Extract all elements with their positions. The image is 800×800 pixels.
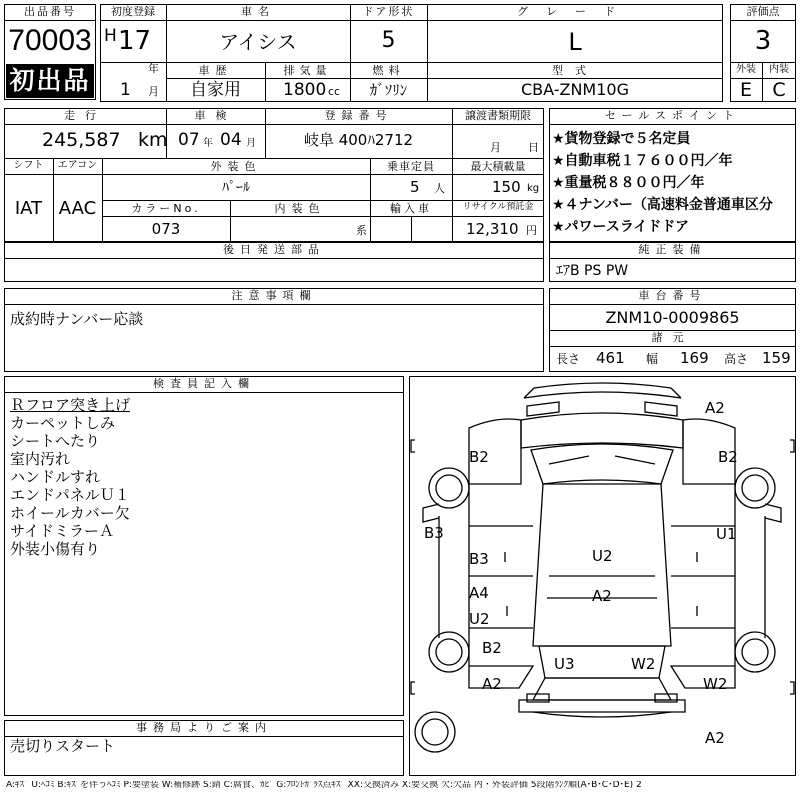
int-color-unit: 系	[356, 224, 367, 237]
lot-number: 70003	[8, 24, 92, 57]
mark-rear-left-wheel: B2	[482, 639, 502, 657]
first-reg-year: 17	[118, 26, 152, 56]
inspector-notes	[10, 396, 400, 558]
color-no: 073	[151, 220, 181, 238]
first-reg-month: 1	[120, 80, 131, 100]
height-value: 159	[762, 349, 791, 367]
ac-label: エアコン	[57, 160, 98, 171]
sales-point-item: ★重量税８８００円／年	[552, 175, 705, 191]
sales-point-item: ★４ナンバー（高速料金普通車区分	[552, 197, 773, 213]
inspector-line: ホイールカバー欠	[10, 504, 130, 522]
exterior-label: 外装	[736, 64, 756, 75]
door-type: 5	[381, 28, 396, 53]
chassis-value: ZNM10-0009865	[605, 308, 740, 327]
mileage: 245,587	[42, 129, 121, 151]
width-value: 169	[680, 349, 709, 367]
max-load: 150	[492, 178, 521, 196]
fuel-label: 燃料	[372, 64, 405, 77]
int-color-label: 内装色	[274, 202, 326, 215]
first-reg-year-unit: 年	[148, 62, 159, 75]
capacity: 5	[410, 178, 420, 196]
mark-left-front-door: B3	[469, 550, 489, 568]
plate: 岐阜 400ﾊ2712	[303, 131, 414, 149]
inspection-label: 車検	[194, 109, 237, 122]
color-no-label: カラーNo.	[131, 202, 201, 215]
history-label: 車歴	[198, 64, 233, 77]
recycle: 12,310	[466, 220, 519, 238]
interior-grade: C	[772, 79, 786, 101]
score-label: 評価点	[746, 5, 780, 18]
displacement: 1800	[283, 80, 327, 100]
inspector-line: シートへたり	[10, 432, 101, 450]
mark-right-front-door: U1	[716, 525, 737, 543]
first-reg-era: H	[104, 26, 117, 46]
mark-left-side: B3	[424, 524, 444, 542]
door-type-label: ドア形状	[362, 5, 415, 18]
chassis-label: 車台番号	[638, 289, 707, 302]
model-code: CBA-ZNM10G	[520, 80, 629, 99]
mileage-label: 走行	[64, 109, 106, 122]
later-parts-label: 後日発送部品	[223, 243, 325, 256]
mark-rear-right: W2	[631, 655, 656, 673]
office-label: 事務局よりご案内	[136, 721, 272, 734]
inspection-month: 04	[220, 130, 242, 150]
first-listing-text: 初出品	[9, 66, 91, 95]
mark-left-rear-door-u: U2	[469, 610, 490, 628]
inspector-line: ハンドルすれ	[10, 468, 101, 486]
inspector-line: エンドパネルＵ１	[10, 486, 130, 504]
ac: AAC	[58, 198, 97, 219]
displacement-label: 排気量	[283, 64, 332, 77]
inspector-line: サイドミラーＡ	[10, 522, 114, 540]
car-diagram	[409, 376, 796, 776]
first-reg-month-unit: 月	[148, 85, 159, 98]
mark-front-right-wheel: B2	[718, 448, 738, 466]
inspector-label: 検査員記入欄	[153, 377, 255, 390]
fuel: ｶﾞｿﾘﾝ	[369, 81, 408, 99]
score: 3	[754, 26, 772, 56]
capacity-unit: 人	[434, 182, 445, 195]
office-value: 売切りスタート	[10, 737, 116, 755]
transfer-month-unit: 月	[490, 141, 501, 154]
model-code-label: 型式	[552, 64, 598, 77]
dims-label: 諸元	[651, 331, 694, 344]
sales-point-item: ★パワースライドドア	[552, 219, 690, 235]
transfer-deadline-label: 譲渡書類期限	[465, 109, 531, 122]
model-name: アイシス	[219, 30, 297, 54]
mark-front-left-wheel: B2	[469, 448, 489, 466]
legend: A:ｷｽﾞ U:ﾍｺﾐ B:ｷｽﾞを伴うﾍｺﾐ P:要塗装 W:補修跡 S:錆 C:腐食、ｶﾋﾞ G:ﾌﾛﾝﾄｶﾞﾗｽ点ｷｽﾞ XX:交換済み X:要交換 欠:欠品 内・外装評価 5段階ﾗﾝｸ順(A･B･C･D･E) 2	[6, 781, 642, 790]
mark-left-rear-door-a: A4	[469, 584, 489, 602]
grade-label: グレード	[517, 5, 633, 18]
sales-points-list	[552, 128, 795, 240]
inspector-line: 外装小傷有り	[10, 540, 101, 558]
mark-roof-center: A2	[592, 587, 612, 605]
inspection-year: 07	[178, 130, 200, 150]
ext-color-label: 外装色	[210, 160, 262, 173]
capacity-label: 乗車定員	[387, 160, 435, 173]
recycle-label: リサイクル預託金	[462, 202, 534, 212]
mark-rear-center: U3	[554, 655, 575, 673]
history: 自家用	[190, 80, 241, 100]
max-load-label: 最大積載量	[470, 160, 526, 173]
inspection-year-unit: 年	[203, 138, 213, 149]
displacement-unit: cc	[328, 85, 341, 98]
mark-top-right: A2	[705, 399, 725, 417]
model-name-label: 車名	[241, 5, 275, 18]
equipment-value: ｴｱB PS PW	[556, 263, 629, 279]
import-label: 輸入車	[390, 202, 432, 215]
shift: IAT	[14, 198, 43, 219]
shift-label: シフト	[13, 160, 44, 171]
notes-value: 成約時ナンバー応談	[10, 310, 144, 328]
lot-label: 出品番号	[24, 5, 76, 18]
ext-color: ﾊﾟｰﾙ	[222, 180, 250, 196]
inspector-line: 室内汚れ	[10, 450, 71, 468]
inspector-line: カーペットしみ	[10, 414, 116, 432]
mark-roof-front: U2	[592, 547, 613, 565]
sales-points-label: セールスポイント	[604, 109, 740, 122]
grade: L	[568, 28, 582, 56]
interior-label: 内装	[769, 64, 789, 75]
transfer-day-unit: 日	[528, 141, 539, 154]
max-load-unit: kg	[527, 183, 540, 194]
inspector-line: Ｒフロア突き上げ	[10, 396, 131, 414]
mark-rear-left-corner: A2	[482, 675, 502, 693]
first-reg-label: 初度登録	[111, 5, 155, 18]
mileage-unit: km	[138, 129, 168, 151]
height-label: 高さ	[724, 352, 749, 366]
exterior-grade: E	[739, 79, 752, 101]
notes-label: 注意事項欄	[231, 289, 317, 302]
recycle-unit: 円	[526, 224, 537, 237]
length-value: 461	[596, 349, 625, 367]
length-label: 長さ	[556, 352, 581, 366]
equipment-label: 純正装備	[638, 243, 707, 256]
sales-point-item: ★自動車税１７６００円／年	[552, 153, 733, 169]
mark-rear-right-corner: W2	[703, 675, 728, 693]
sales-point-item: ★貨物登録で５名定員	[552, 131, 691, 147]
plate-label: 登録番号	[324, 109, 393, 122]
width-label: 幅	[646, 352, 659, 366]
inspection-month-unit: 月	[246, 138, 256, 149]
mark-bottom-right: A2	[705, 729, 725, 747]
